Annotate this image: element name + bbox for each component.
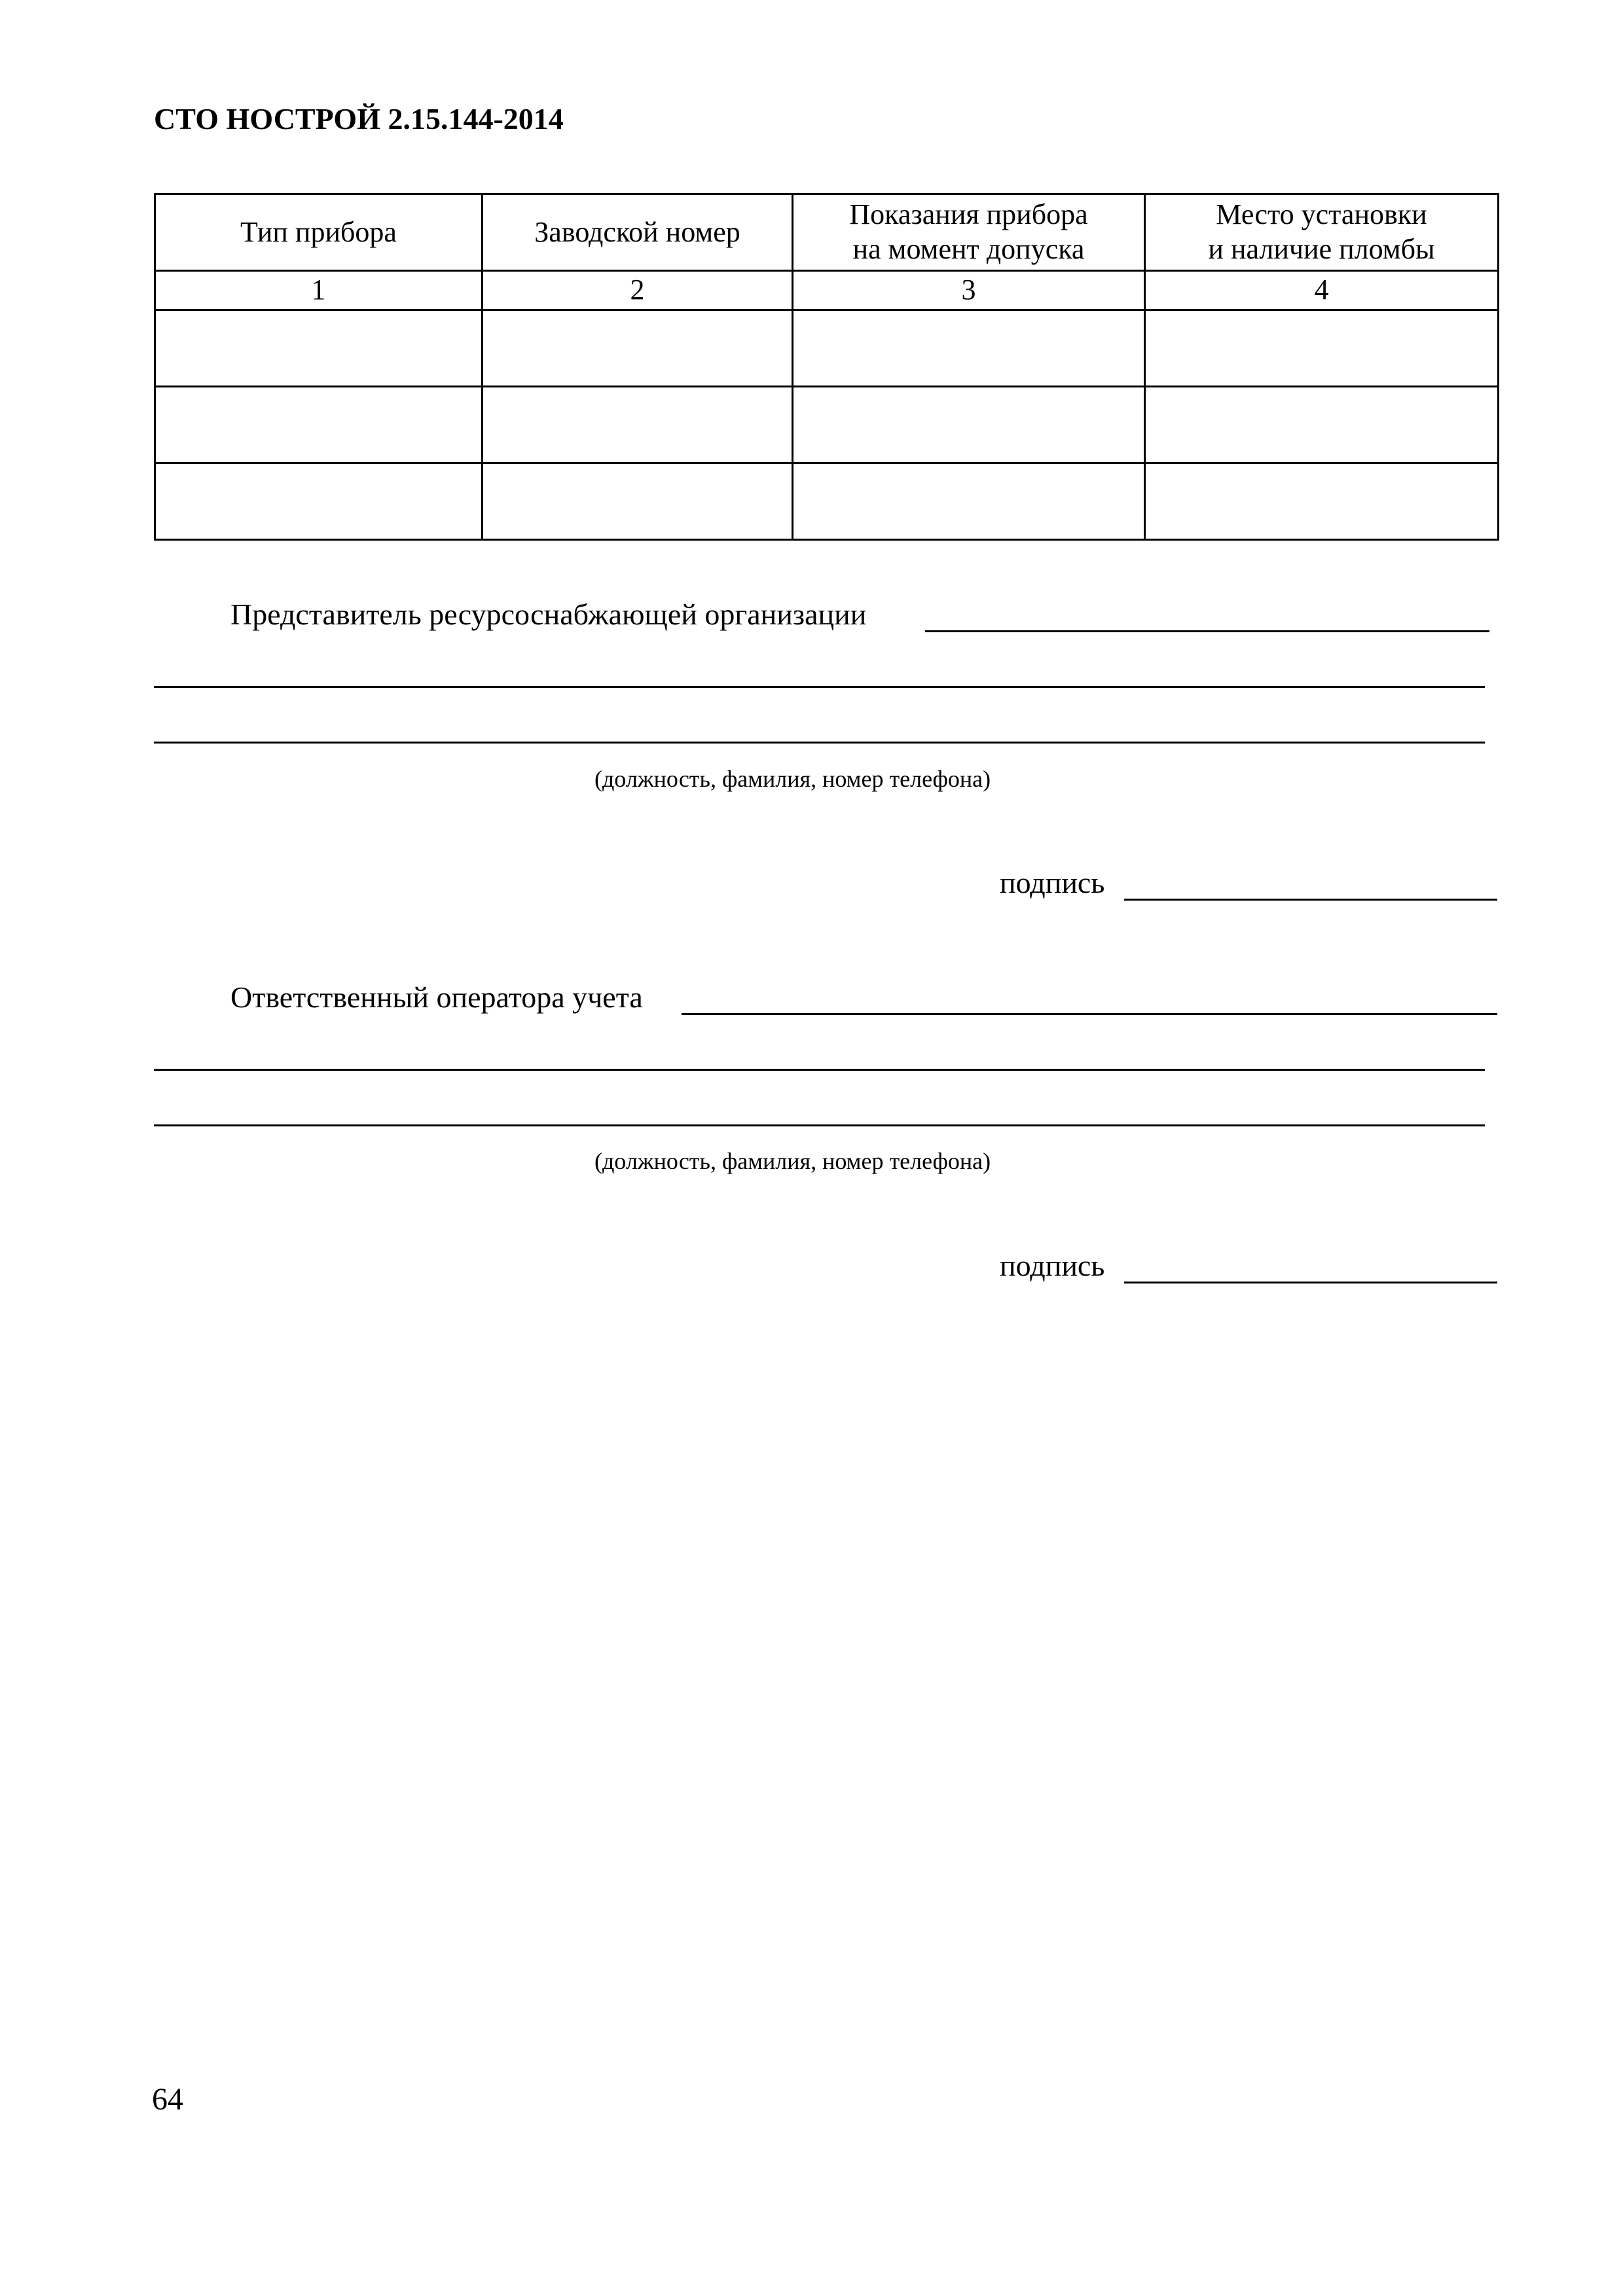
table-row — [155, 310, 1499, 387]
table-cell[interactable] — [793, 463, 1145, 540]
table-row — [155, 463, 1499, 540]
table-cell[interactable] — [1145, 463, 1499, 540]
page-number: 64 — [152, 2082, 183, 2117]
table-cell[interactable] — [793, 310, 1145, 387]
table-cell[interactable] — [483, 310, 793, 387]
table-cell[interactable] — [483, 387, 793, 463]
header-line: Тип прибора — [240, 215, 397, 248]
table-cell[interactable] — [155, 310, 483, 387]
header-line: Показания прибора — [849, 198, 1088, 231]
operator-signature-line[interactable] — [1124, 1282, 1497, 1283]
supplier-details-line-2[interactable] — [154, 742, 1485, 744]
header-line: Заводской номер — [534, 215, 740, 248]
operator-details-line-1[interactable] — [154, 1069, 1485, 1071]
table-header-row — [155, 194, 1499, 271]
document-code: СТО НОСТРОЙ 2.15.144-2014 — [154, 102, 564, 135]
column-number: 4 — [1145, 271, 1499, 310]
meter-table — [154, 193, 1499, 541]
header-line: на момент допуска — [852, 233, 1085, 265]
operator-line[interactable] — [682, 1013, 1497, 1015]
table-cell[interactable] — [483, 463, 793, 540]
header-cell-readings — [793, 194, 1145, 271]
column-number: 2 — [483, 271, 793, 310]
table-cell[interactable] — [1145, 387, 1499, 463]
operator-label: Ответственный оператора учета — [230, 980, 643, 1014]
supplier-signature-label: подпись — [1000, 866, 1105, 899]
header-cell-serial-number — [483, 194, 793, 271]
header-line: и наличие пломбы — [1208, 233, 1435, 265]
column-number-row — [155, 271, 1499, 310]
header-line: Место установки — [1216, 198, 1427, 231]
table-row — [155, 387, 1499, 463]
operator-signature-label: подпись — [1000, 1249, 1105, 1282]
supplier-representative-label: Представитель ресурсоснабжающей организации — [230, 598, 867, 631]
supplier-signature-line[interactable] — [1124, 899, 1497, 901]
table-cell[interactable] — [155, 463, 483, 540]
supplier-representative-line[interactable] — [925, 630, 1489, 632]
column-number: 1 — [155, 271, 483, 310]
operator-details-line-2[interactable] — [154, 1124, 1485, 1126]
header-cell-location-seal — [1145, 194, 1499, 271]
supplier-details-line-1[interactable] — [154, 686, 1485, 688]
table-cell[interactable] — [155, 387, 483, 463]
table-cell[interactable] — [793, 387, 1145, 463]
header-cell-device-type — [155, 194, 483, 271]
supplier-details-caption: (должность, фамилия, номер телефона) — [594, 766, 991, 792]
operator-details-caption: (должность, фамилия, номер телефона) — [594, 1148, 991, 1174]
table-cell[interactable] — [1145, 310, 1499, 387]
column-number: 3 — [793, 271, 1145, 310]
